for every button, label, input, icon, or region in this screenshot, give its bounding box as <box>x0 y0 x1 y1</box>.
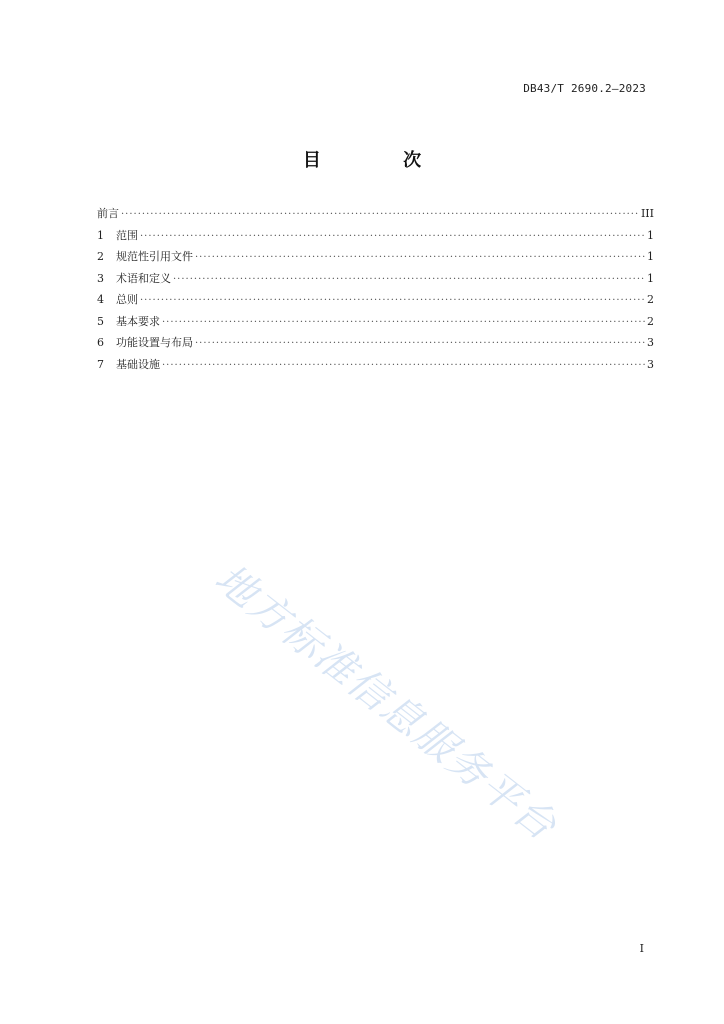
toc-entry-number: 1 <box>97 228 104 242</box>
toc-entry-label: 规范性引用文件 <box>116 250 193 263</box>
page-number: I <box>639 942 644 955</box>
toc-entry-page: 1 <box>647 228 654 242</box>
toc-entry-label: 基础设施 <box>116 357 160 371</box>
toc-leader-dots <box>173 274 645 285</box>
toc-entry-infrastructure[interactable] <box>97 356 654 378</box>
toc-entry-label: 总则 <box>116 293 138 306</box>
toc-entry-terms-definitions[interactable] <box>97 270 654 292</box>
toc-entry-number: 3 <box>97 271 104 285</box>
toc-entry-normative-references[interactable] <box>97 248 654 270</box>
toc-leader-dots <box>162 360 645 371</box>
toc-entry-page: III <box>640 207 654 220</box>
toc-entry-number: 2 <box>97 250 104 263</box>
toc-leader-dots <box>195 252 645 263</box>
toc-entry-page: 1 <box>647 250 654 263</box>
toc-entry-number: 6 <box>97 336 104 349</box>
toc-entry-label: 范围 <box>116 228 138 242</box>
toc-entry-label: 功能设置与布局 <box>116 336 193 349</box>
toc-entry-number: 4 <box>97 293 104 306</box>
toc-entry-label: 前言 <box>97 207 119 220</box>
toc-leader-dots <box>121 209 639 220</box>
toc-leader-dots <box>140 231 645 242</box>
toc-entry-page: 2 <box>647 293 654 306</box>
toc-entry-function-layout[interactable] <box>97 334 654 356</box>
watermark: 地方标准信息服务平台 <box>206 555 566 851</box>
toc-entry-page: 2 <box>647 314 654 328</box>
toc-entry-page: 3 <box>647 357 654 371</box>
toc-entry-number: 7 <box>97 357 104 371</box>
toc-entry-number: 5 <box>97 314 104 328</box>
toc-leader-dots <box>162 317 645 328</box>
toc-leader-dots <box>195 338 645 349</box>
toc-entry-label: 术语和定义 <box>116 271 171 285</box>
toc-entry-page: 3 <box>647 336 654 349</box>
toc-entry-page: 1 <box>647 271 654 285</box>
toc-entry-scope[interactable] <box>97 227 654 249</box>
document-code: DB43/T 2690.2—2023 <box>523 82 646 95</box>
toc-entry-general-principles[interactable] <box>97 291 654 313</box>
toc-leader-dots <box>140 295 645 306</box>
toc-entry-basic-requirements[interactable] <box>97 313 654 335</box>
toc-entry-foreword[interactable] <box>97 205 654 227</box>
table-of-contents <box>97 205 654 377</box>
toc-entry-label: 基本要求 <box>116 314 160 328</box>
toc-title: 目 次 <box>302 150 460 171</box>
